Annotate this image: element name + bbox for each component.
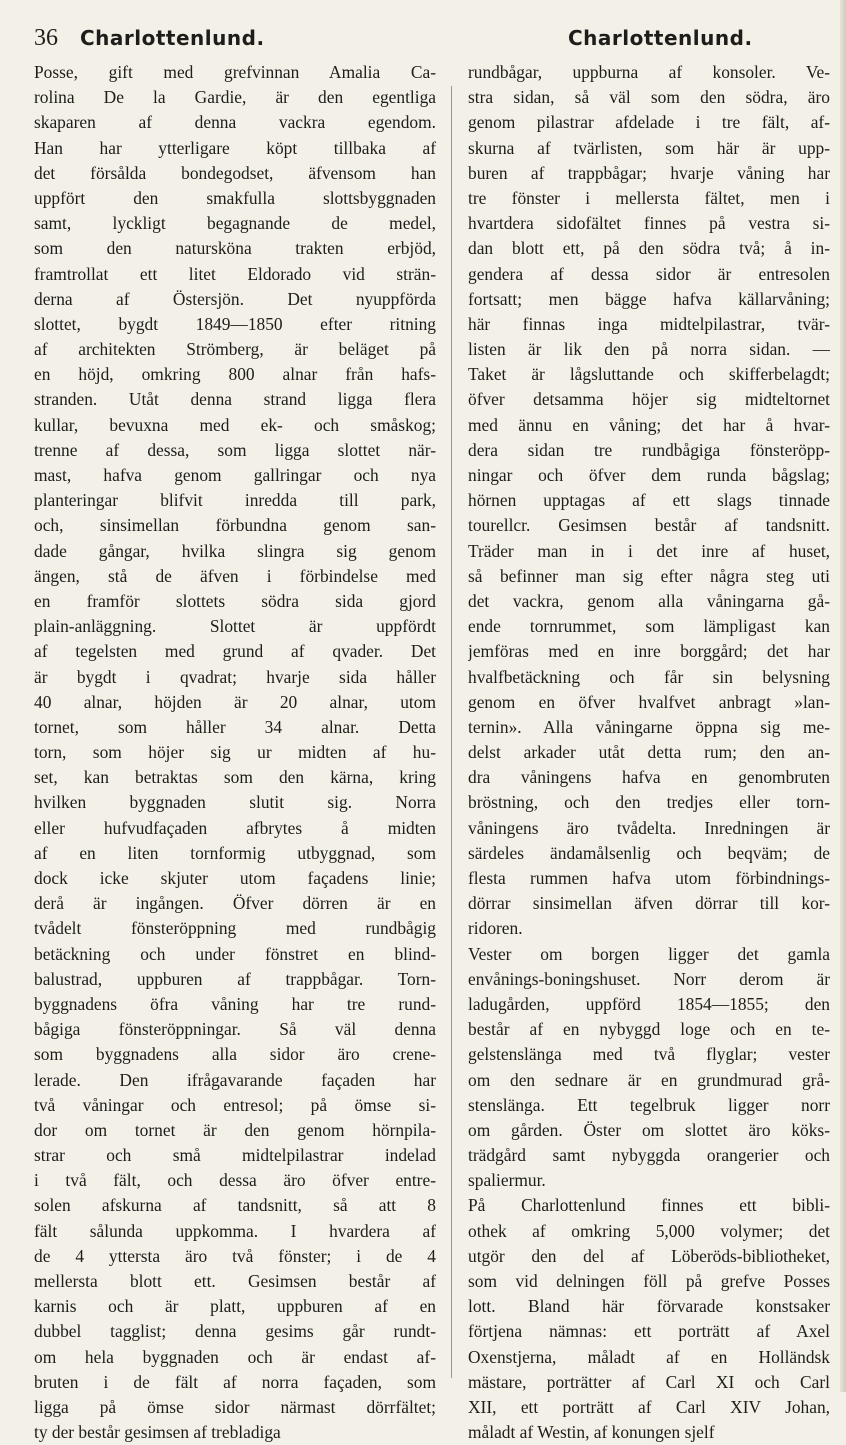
text-line: två våningar och entresol; på ömse si- [34,1094,436,1115]
right-column [468,60,830,1445]
text-line: mästare, porträtter af Carl XI och Carl [468,1371,830,1392]
text-line: ligga på ömse sidor närmast dörrfältet; [34,1396,436,1417]
text-line: tre fönster i mellersta fältet, men i [468,187,830,208]
text-line: samt, lyckligt begagnande de medel, [34,213,436,234]
text-line: spaliermur. [468,1170,546,1191]
text-line: en framför slottets södra sida gjord [34,590,436,611]
text-line: betäckning och under fönstret en blind- [34,943,436,964]
page-edge [840,0,846,1392]
text-line: om hela byggnaden och är endast af- [34,1346,436,1367]
text-line: genom en öfver hvalfvet anbragt »lan- [468,691,830,712]
text-line: öfver detsamma höjer sig midteltornet [468,389,830,410]
text-line: trädgård samt nybyggda orangerier och [468,1145,830,1166]
text-line: som byggnadens alla sidor äro crene- [34,1044,436,1065]
text-line: dubbel tagglist; denna gesims går rundt- [34,1321,436,1342]
text-line: envånings-boningshuset. Norr derom är [468,968,830,989]
text-line: karnis och är platt, uppburen af en [34,1296,436,1317]
text-line: och, sinsimellan förbundna genom san- [34,515,436,536]
text-line: plain-anläggning. Slottet är uppfördt [34,616,436,637]
text-line: lerade. Den ifrågavarande façaden har [34,1069,436,1090]
text-line: Taket är lågsluttande och skifferbelagdt; [468,364,830,385]
running-title-right: Charlottenlund. [568,26,753,50]
text-line: flesta rummen hafva utom förbindnings- [468,868,830,888]
text-line: mellersta blott ett. Gesimsen består af [34,1271,436,1291]
text-line: särdeles ändamålsenlig och beqväm; de [468,842,830,863]
text-line: bruten i de fält af norra façaden, som [34,1371,436,1392]
text-line: stra sidan, så väl som den södra, äro [468,87,830,108]
text-line: det vackra, genom alla våningarna gå- [468,590,830,611]
text-line: listen är lik den på norra sidan. — [468,339,830,360]
left-column [34,60,436,1445]
text-line: buren af trappbågar; hvarje våning har [468,162,830,183]
text-line: hvartdera sidofältet finnes på vestra si- [468,213,830,234]
running-header-left [34,18,265,58]
text-line: af tegelsten med grund af qvader. Det [34,641,436,662]
text-line: planteringar blifvit inredda till park, [34,490,436,511]
text-line: stenslänga. Ett tegelbruk ligger norr [468,1094,830,1115]
text-line: slottet, bygdt 1849—1850 efter ritning [34,313,436,334]
text-line: mast, hafva genom gallringar och nya [34,465,436,485]
text-line: byggnadens öfra våning har tre rund- [34,993,436,1014]
text-line: tornet, som håller 34 alnar. Detta [34,716,436,737]
text-line: ende tornrummet, som lämpligast kan [468,616,830,637]
text-line: eller hufvudfaçaden afbrytes å midten [34,817,436,838]
text-line: våningens äro tvådelta. Inredningen är [468,817,830,838]
text-line: måladt af Westin, af konungen sjelf [468,1422,715,1443]
text-line: ternin». Alla våningarne öppna sig me- [468,716,830,737]
page-number: 36 [34,25,58,51]
text-line: torn, som höjer sig ur midten af hu- [34,742,436,763]
running-title-left: Charlottenlund. [80,26,265,50]
text-line: dor om tornet är den genom hörnpila- [34,1119,436,1140]
text-line: delst arkader utåt detta rum; den an- [468,742,830,763]
text-line: hvilken byggnaden slutit sig. Norra [34,792,436,813]
text-line: om den sednare är en grundmurad grå- [468,1069,830,1090]
text-line: så befinner man sig efter några steg uti [468,565,830,586]
text-line: kullar, bevuxna med ek- och småskog; [34,414,436,435]
text-line: ridoren. [468,918,523,939]
text-line: ängen, stå de äfven i förbindelse med [34,565,436,586]
text-line: dade gångar, hvilka slingra sig genom [34,540,436,561]
text-line: af en liten tornformig utbyggnad, som [34,842,436,863]
text-line: genom pilastrar afdelade i tre fält, af- [468,112,830,133]
text-line: skaparen af denna vackra egendom. [34,112,436,133]
text-line: består af en nybyggd loge och en te- [468,1019,830,1040]
text-line: gelstenslänga med två flyglar; vester [468,1044,830,1065]
text-line: dera sidan tre rundbågiga fönsteröpp- [468,439,830,460]
text-line: På Charlottenlund finnes ett bibli- [468,1195,830,1216]
text-line: gendera af dessa sidor är entresolen [468,263,830,284]
text-line: derna af Östersjön. Det nyuppförda [34,288,436,309]
text-line: en höjd, omkring 800 alnar från hafs- [34,364,436,385]
text-line: hvalfbetäckning och får sin belysning [468,666,830,687]
text-line: förtjena nämnas: ett porträtt af Axel [468,1321,830,1342]
text-line: dörrar sinsimellan äfven dörrar till kor- [468,893,830,914]
text-line: rundbågar, uppburna af konsoler. Ve- [468,62,830,82]
text-line: rolina De la Gardie, är den egentliga [34,87,436,108]
text-line: set, kan betraktas som den kärna, kring [34,767,436,788]
text-line: tourellcr. Gesimsen består af tandsnitt. [468,515,830,536]
text-line: skurna af tvärlisten, som här är upp- [468,137,830,158]
text-line: Träder man in i det inre af huset, [468,540,830,561]
text-line: tvådelt fönsteröppning med rundbågig [34,918,436,939]
text-line: strar och små midtelpilastrar indelad [34,1145,436,1166]
text-line: dock icke skjuter utom façadens linie; [34,868,436,888]
text-line: lott. Bland här förvarade konstsaker [468,1296,830,1317]
text-line: balustrad, uppburen af trappbågar. Torn- [34,968,436,989]
text-line: hörnen upptagas af ett slags tinnade [468,490,830,511]
text-line: som vid delningen föll på grefve Posses [468,1271,830,1291]
text-line: om gården. Öster om slottet äro köks- [468,1119,830,1140]
text-line: othek af omkring 5,000 volymer; det [468,1220,830,1241]
text-line: jemföras med en inre borggård; det har [468,641,830,662]
text-line: bågiga fönsteröppningar. Så väl denna [34,1019,436,1040]
text-line: af architekten Strömberg, är beläget på [34,339,436,360]
text-line: utgör den del af Löberöds-bibliotheket, [468,1245,830,1266]
text-line: Han har ytterligare köpt tillbaka af [34,137,436,158]
text-line: Oxenstjerna, måladt af en Holländsk [468,1346,830,1367]
text-line: Posse, gift med grefvinnan Amalia Ca- [34,62,436,82]
text-line: bröstning, och den tredjes eller torn- [468,792,830,813]
text-line: med ännu en våning; det har å hvar- [468,414,830,435]
text-line: 40 alnar, höjden är 20 alnar, utom [34,691,436,712]
text-line: ningar och öfver dem runda bågslag; [468,465,830,485]
text-line: Vester om borgen ligger det gamla [468,943,830,964]
text-line: dra våningens hafva en genombruten [468,767,830,788]
text-line: ladugården, uppförd 1854—1855; den [468,993,830,1014]
running-header-right [568,18,753,58]
text-line: här finnas inga midtelpilastrar, tvär- [468,313,830,334]
text-line: XII, ett porträtt af Carl XIV Johan, [468,1396,830,1417]
text-line: trenne af dessa, som ligga slottet när- [34,439,436,460]
text-line: de 4 yttersta äro två fönster; i de 4 [34,1245,436,1266]
text-line: uppfört den smakfulla slottsbyggnaden [34,187,436,208]
text-line: fält sålunda uppkomma. I hvardera af [34,1220,436,1241]
text-line: det försålda bondegodset, äfvensom han [34,162,436,183]
text-line: ty der består gesimsen af trebladiga [34,1422,281,1443]
text-line: stranden. Utåt denna strand ligga flera [34,389,436,410]
text-line: framtrollat ett litet Eldorado vid strän- [34,263,436,284]
text-line: dan blott ett, på den södra två; å in- [468,238,830,259]
text-line: solen afskurna af tandsnitt, så att 8 [34,1195,436,1216]
text-line: fortsatt; men bägge hafva källarvåning; [468,288,830,309]
text-line: är bygdt i qvadrat; hvarje sida håller [34,666,436,687]
text-line: derå är ingången. Öfver dörren är en [34,893,436,914]
text-line: i två fält, och dessa äro öfver entre- [34,1170,436,1191]
text-line: som den natursköna trakten erbjöd, [34,238,436,259]
column-divider [451,86,452,1378]
